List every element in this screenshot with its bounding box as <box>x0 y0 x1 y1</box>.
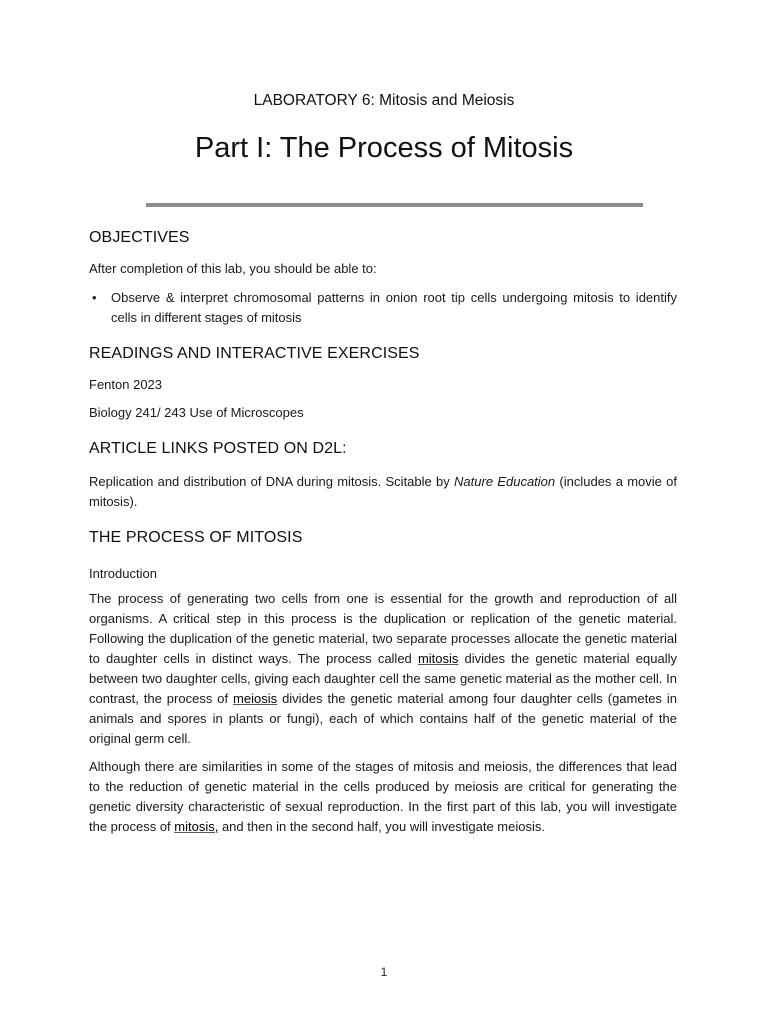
article-source: Nature Education <box>454 474 556 489</box>
intro-paragraph-1 <box>89 589 677 749</box>
title-divider <box>146 203 643 207</box>
introduction-subheading: Introduction <box>89 566 157 581</box>
bullet-marker: • <box>92 290 97 305</box>
term-meiosis: meiosis <box>233 691 278 706</box>
article-link-text <box>89 472 677 512</box>
paragraph-text: divides the genetic material equally between two daughter cells, giving each daughter cell the same genetic material as the mother cell. In contrast, the process of <box>89 651 678 706</box>
paragraph-text: The process of generating two cells from one is essential for the growth and reproduction of all organisms. A critical step in this process is the duplication or replication of the genetic material. Following the duplication of the genetic material, two separate processes allocate the genetic material to daughter cells in distinct ways. The process called <box>89 591 677 666</box>
objectives-heading: OBJECTIVES <box>89 229 190 246</box>
article-text-after: (includes a movie of mitosis). <box>89 474 677 509</box>
reading-item: Fenton 2023 <box>89 377 163 392</box>
process-heading: THE PROCESS OF MITOSIS <box>89 529 303 546</box>
article-links-heading: ARTICLE LINKS POSTED ON D2L: <box>89 440 347 457</box>
objectives-intro: After completion of this lab, you should be able to: <box>89 261 377 276</box>
lab-title: LABORATORY 6: Mitosis and Meiosis <box>253 92 515 109</box>
reading-item: Biology 241/ 243 Use of Microscopes <box>89 405 304 420</box>
readings-heading: READINGS AND INTERACTIVE EXERCISES <box>89 345 420 362</box>
paragraph-text: divides the genetic material among four daughter cells (gametes in animals and spores in plants or fungi), each of which contains half of the genetic material of the original germ cell. <box>89 691 677 746</box>
page-number: 1 <box>380 965 388 979</box>
intro-paragraph-2 <box>89 757 677 837</box>
article-text-before: Replication and distribution of DNA during mitosis. Scitable by <box>89 474 455 489</box>
term-mitosis: mitosis, <box>174 819 219 834</box>
objective-item: Observe & interpret chromosomal patterns in onion root tip cells undergoing mitosis to identify cells in different stages of mitosis <box>111 290 677 325</box>
part-title: Part I: The Process of Mitosis <box>194 132 574 164</box>
term-mitosis: mitosis <box>417 651 459 666</box>
paragraph-text: and then in the second half, you will investigate meiosis. <box>218 819 545 834</box>
paragraph-text: Although there are similarities in some of the stages of mitosis and meiosis, the differences that lead to the reduction of genetic material in the cells produced by meiosis are critical for generating the genetic diversity characteristic of sexual reproduction. In the first part of this lab, you will investigate the process of <box>89 759 677 834</box>
